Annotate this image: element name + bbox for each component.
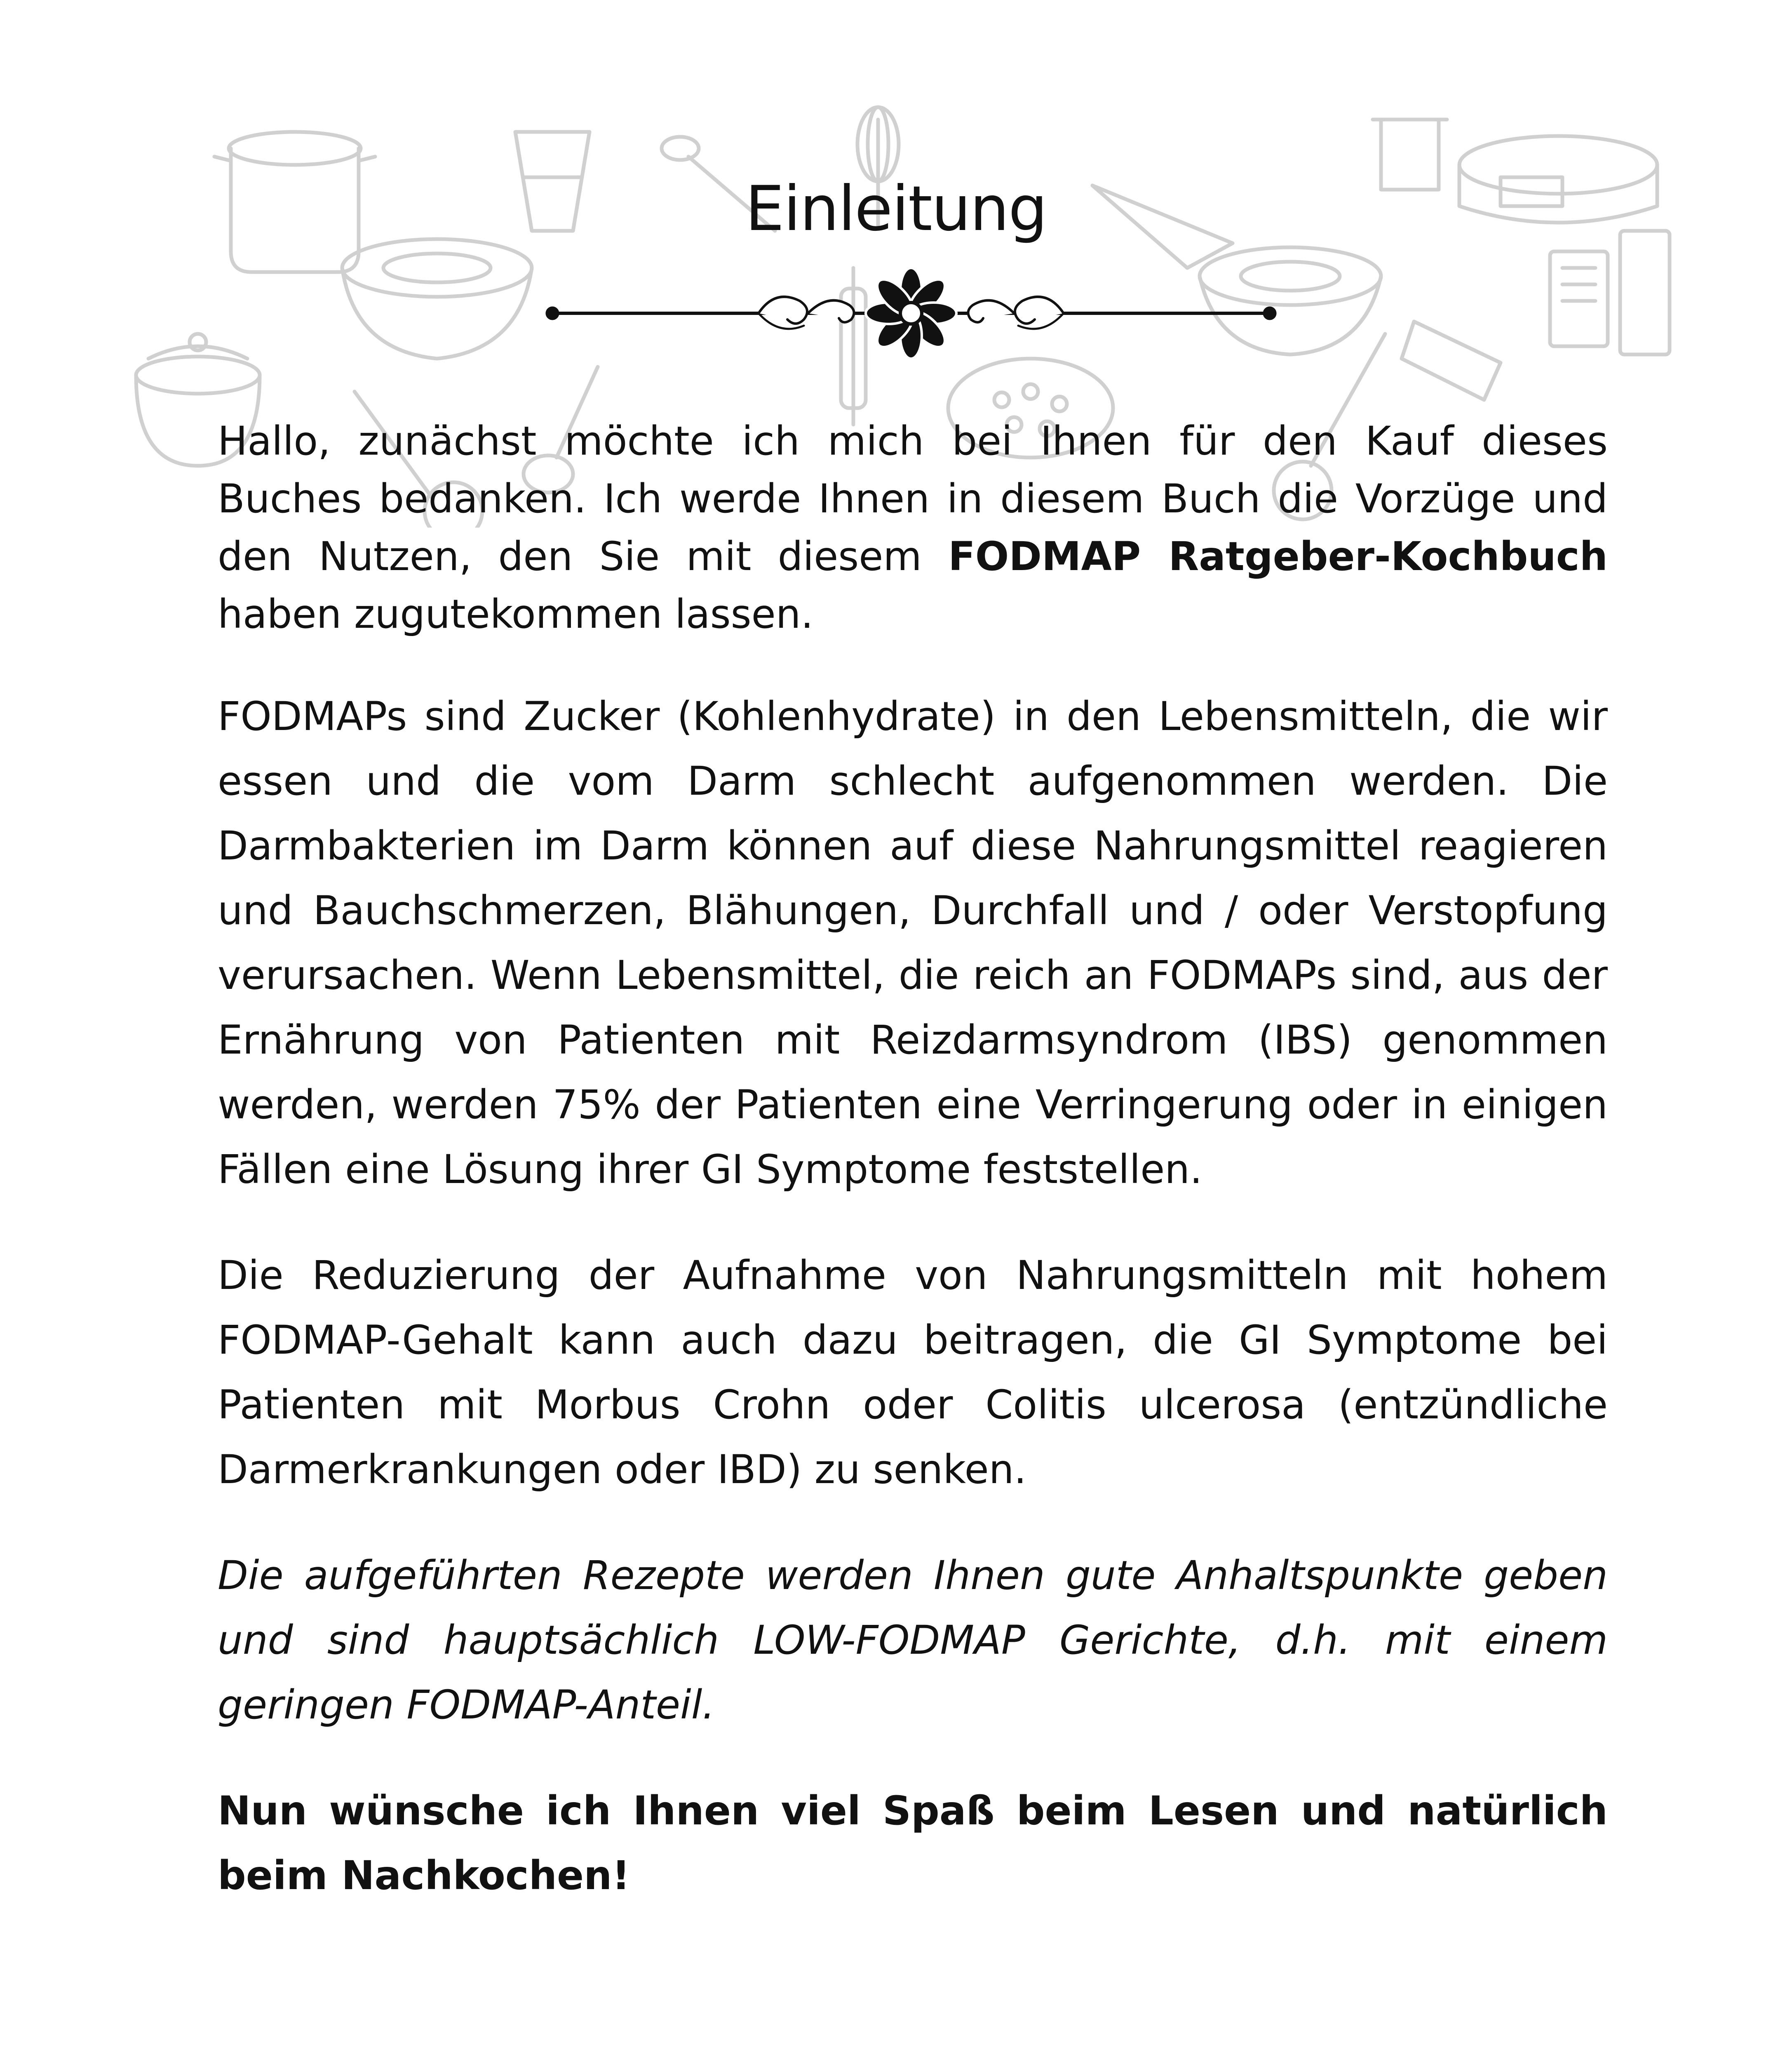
book-title-emphasis: FODMAP Ratgeber-Kochbuch [948,533,1608,580]
recipes-note-paragraph: Die aufgeführten Rezepte werden Ihnen gute Anhaltspunkte geben und sind hauptsächlich LOW-FODMAP Gerichte, d.h. mit einem geringen FODMAP-Anteil. [218,1552,1608,1728]
intro-text-start: Hallo, zunächst möchte ich mich bei Ihnen für den Kauf dieses Buches bedanken. Ich werde Ihnen in diesem Buch die Vorzüge und den Nutzen, den Sie mit diesem [218,418,1608,580]
crohn-colitis-paragraph: Die Reduzierung der Aufnahme von Nahrungsmitteln mit hohem FODMAP-Gehalt kann auch dazu beitragen, die GI Symptome bei Patienten mit Morbus Crohn oder Colitis ulcerosa (entzündliche Darmerkrankungen oder IBD) zu senken. [218,1252,1608,1493]
flourish-divider-icon [544,264,1278,363]
intro-paragraph [218,412,1608,643]
body-text [218,412,1608,1908]
fodmap-definition-paragraph: FODMAPs sind Zucker (Kohlenhydrate) in den Lebensmitteln, die wir essen und die vom Darm schlecht aufgenommen werden. Die Darmbakterien im Darm können auf diese Nahrungsmittel reagieren und Bauchschmerzen, Blähungen, Durchfall und / oder Verstopfung verursachen. Wenn Lebensmittel, die reich an FODMAPs sind, aus der Ernährung von Patienten mit Reizdarmsyndrom (IBS) genommen werden, werden 75% der Patienten eine Verringerung oder in einigen Fällen eine Lösung ihrer GI Symptome feststellen. [218,693,1608,1192]
page-title: Einleitung [745,173,1047,245]
intro-text-end: haben zugutekommen lassen. [218,591,814,637]
closing-wish-paragraph: Nun wünsche ich Ihnen viel Spaß beim Lesen und natürlich beim Nachkochen! [218,1788,1608,1899]
